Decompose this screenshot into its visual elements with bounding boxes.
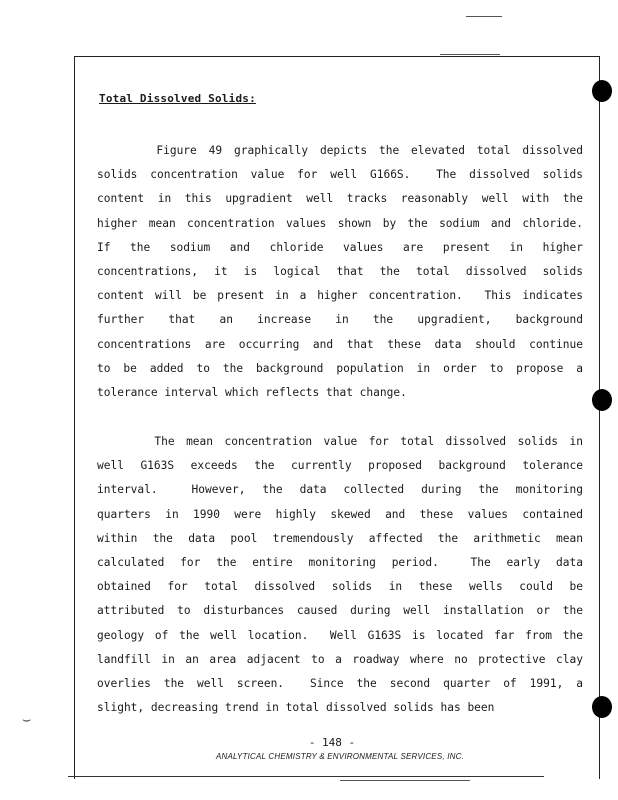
text-line: concentrations, it is logical that the total dissolved solids xyxy=(97,265,583,278)
company-footer: ANALYTICAL CHEMISTRY & ENVIRONMENTAL SERVICES, INC. xyxy=(215,752,465,761)
text-line: within the data pool tremendously affected the arithmetic mean xyxy=(97,531,583,545)
punch-hole-middle xyxy=(592,389,612,411)
scan-speck xyxy=(466,16,502,17)
scan-speck xyxy=(340,780,470,781)
text-line: quarters in 1990 were highly skewed and these values contained xyxy=(97,507,583,521)
margin-mark: ⌣ xyxy=(22,712,32,728)
text-line: content will be present in a higher concentration. This indicates xyxy=(97,289,583,303)
page-border-bottom xyxy=(68,776,544,777)
text-line: well G163S exceeds the currently proposed background tolerance xyxy=(97,459,583,473)
text-line: The mean concentration value for total dissolved solids in xyxy=(97,435,583,448)
text-line: to be added to the background population in order to propose a xyxy=(97,361,583,375)
text-line: obtained for total dissolved solids in these wells could be xyxy=(97,580,583,594)
section-heading: Total Dissolved Solids: xyxy=(99,92,256,105)
text-line: content in this upgradient well tracks reasonably well with the xyxy=(97,192,583,206)
text-line: higher mean concentration values shown by the sodium and chloride. xyxy=(97,216,583,230)
text-line: If the sodium and chloride values are present in higher xyxy=(97,240,583,254)
text-line: tolerance interval which reflects that change. xyxy=(97,386,407,399)
punch-hole-bottom xyxy=(592,696,612,718)
text-line: interval. However, the data collected during the monitoring xyxy=(97,483,583,497)
text-line: geology of the well location. Well G163S is located far from the xyxy=(97,628,583,642)
text-line: further that an increase in the upgradient, background xyxy=(97,313,583,327)
text-line: overlies the well screen. Since the second quarter of 1991, a xyxy=(97,677,583,690)
text-line: calculated for the entire monitoring period. The early data xyxy=(97,556,583,569)
page-border xyxy=(74,56,600,779)
scan-speck xyxy=(440,54,500,55)
text-line: slight, decreasing trend in total dissolved solids has been xyxy=(97,701,495,715)
punch-hole-top xyxy=(592,80,612,102)
text-line: landfill in an area adjacent to a roadway where no protective clay xyxy=(97,652,583,666)
text-line: Figure 49 graphically depicts the elevated total dissolved xyxy=(97,144,583,157)
text-line: attributed to disturbances caused during well installation or the xyxy=(97,604,583,618)
text-line: solids concentration value for well G166S. The dissolved solids xyxy=(97,168,583,182)
page-number: - 148 - xyxy=(308,736,356,749)
text-line: concentrations are occurring and that these data should continue xyxy=(97,337,583,351)
